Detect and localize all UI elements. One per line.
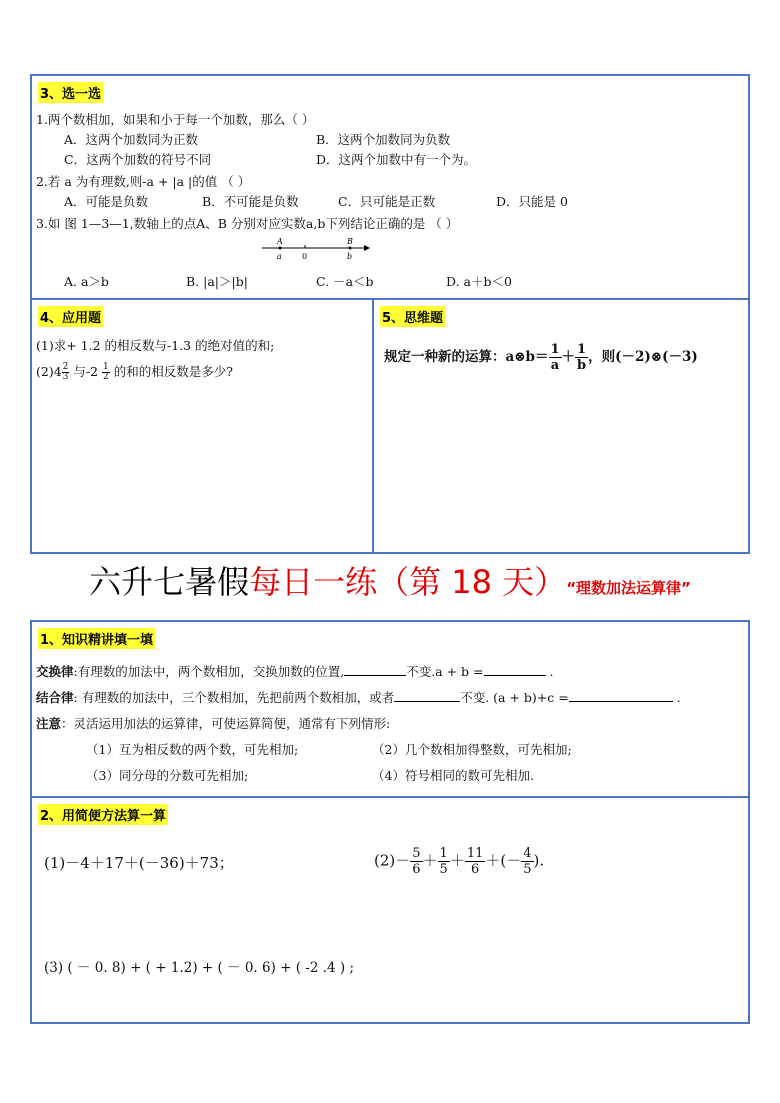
section-4-box [30,298,374,554]
application-question-1: (1)求+ 1.2 的相反数与-1.3 的绝对值的和; [36,338,275,353]
q2-option-b: B．不可能是负数 [202,194,299,209]
associative-law-line: 结合律: 有理数的加法中，三个数相加，先把前两个数相加，或者 不变. (a + b)+c = . [36,690,681,705]
problem-2: (2)－ $\frac{5}{6}$ ＋ $\frac{1}{5}$ ＋ $\frac{11}{6}$ ＋(－ $\frac{4}{5}$ ). [374,846,545,877]
tip-item-2: （2）几个数相加得整数，可先相加; [372,742,572,757]
q2-option-d: D．只能是 0 [496,194,568,209]
question-1: 1.两个数相加，如果和小于每一个加数，那么（ ） [36,112,315,127]
section-3-header: 3、选一选 [38,82,103,103]
axis-label-a: a [277,252,282,261]
fraction-one-half: $\frac{1}{2}$ [103,362,109,382]
section-2-header: 2、用简便方法算一算 [38,804,168,825]
question-2: 2.若 a 为有理数,则-a + |a |的值 （ ） [36,174,251,189]
q1-option-d: D．这两个加数中有一个为。 [316,152,477,167]
question-3: 3.如 图 1—3—1,数轴上的点A、B 分别对应实数a,b下列结论正确的是 （ ） [36,216,459,231]
q3-option-b: B. |a|＞|b| [186,274,248,289]
title-subtitle: “理数加法运算律” [566,579,691,597]
q3-option-d: D. a＋b＜0 [446,274,512,289]
q1-option-b: B．这两个加数同为负数 [316,132,451,147]
note-line: 注意：灵活运用加法的运算律，可使运算简便，通常有下列情形: [36,716,391,731]
fraction-two-thirds: $\frac{2}{3}$ [62,362,69,382]
section-1-header: 1、知识精讲填一填 [38,628,155,649]
tip-item-3: （3）同分母的分数可先相加; [86,768,249,783]
section-5-header: 5、思维题 [380,306,445,327]
axis-label-A: A [277,237,283,246]
title-black: 六升七暑假 [89,563,250,601]
q2-option-a: A．可能是负数 [64,194,149,209]
application-question-2: (2)4 $\frac{2}{3}$ 与-2 $\frac{1}{2}$ 的和的相反数是多少? [36,362,233,382]
section-5-box [372,298,750,554]
section-2-box [30,796,750,1024]
blank-3[interactable] [394,701,460,702]
page-title [30,557,750,621]
problem-3: (3) ( － 0. 8) + ( + 1.2) + ( － 0. 6) + ( -2 .4 ) ; [44,960,355,976]
q3-option-c: C. －a＜b [316,274,374,289]
q1-option-c: C．这两个加数的符号不同 [64,152,212,167]
q2-option-c: C．只可能是正数 [338,194,436,209]
blank-2[interactable] [484,675,546,676]
commutative-law-line: 交换律:有理数的加法中，两个数相加，交换加数的位置, 不变.a + b = . [36,664,554,679]
tip-item-4: （4）符号相同的数可先相加. [372,768,534,783]
section-4-header: 4、应用题 [38,306,103,327]
axis-label-B: B [347,237,353,246]
axis-label-zero: 0 [302,252,308,261]
thinking-question: 规定一种新的运算：a⊗b＝ $\frac{1}{a}$ ＋ $\frac{1}{b}$ ，则(－2)⊗(－3) [384,342,698,373]
axis-label-b: b [347,252,353,261]
section-1-box [30,620,750,798]
q3-option-a: A. a＞b [64,274,109,289]
blank-1[interactable] [344,675,406,676]
blank-4[interactable] [569,701,673,702]
number-line-figure [260,234,370,264]
section-3-box [30,74,750,300]
title-red: 每日一练（第 18 天） [249,563,567,601]
q1-option-a: A．这两个加数同为正数 [64,132,199,147]
tip-item-1: （1）互为相反数的两个数，可先相加; [86,742,299,757]
problem-1: (1)－4＋17＋(－36)＋73； [44,854,234,872]
